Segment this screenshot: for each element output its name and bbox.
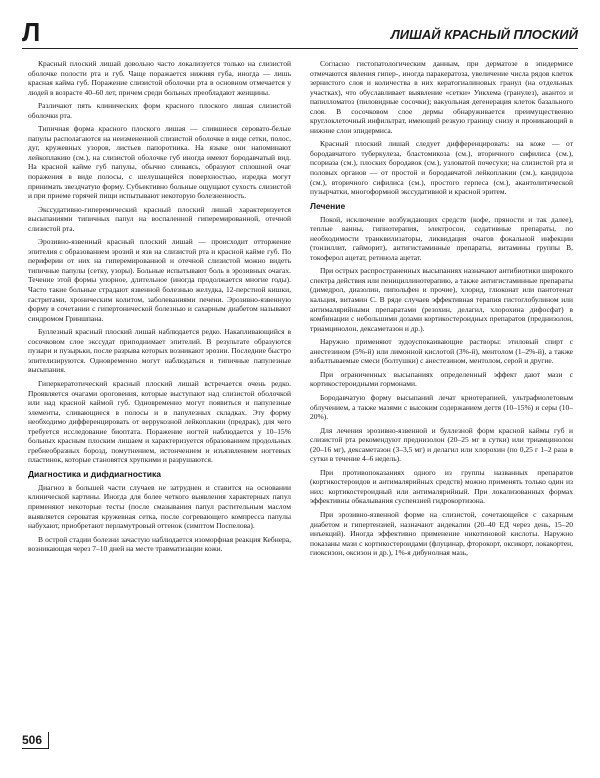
page-footer — [22, 732, 578, 750]
paragraph: Красный плоский лишай довольно часто локализуется только на слизистой оболочке полости рта и губ. Чаще поражается нижняя губа, иногда — лишь красная кайма губ. Поражение слизистой оболочки рта в основном отмечается у людей в возрасте 40–60 лет, причем среди больных преобладают женщины. — [28, 59, 291, 97]
paragraph: Эрозивно-язвенный красный плоский лишай — происходит отторжение эпителия с образованием эрозий и язв на слизистой рта и красной кайме губ. По периферии от них на гиперемированной и отечной слизистой можно видеть типичные папулы (сетку, узоры). Больные испытывают боль в эрозивных очагах. Течение этой формы упорное, длительное (иногда продолжается многие годы). Часто такие больные страдают язвенной болезнью желудка, 12-перстной кишки, гастритами, хроническим колитом, заболеваниями печени. Эрозивно-язвенную форму в сочетании с гипертонической болезнью и сахарным диабетом называют синдромом Гриншпана. — [28, 237, 291, 323]
paragraph: Наружно применяют зудоуспокаивающие растворы: этиловый спирт с анестезином (5%-й) или лимонной кислотой (3%-й), ментолом (1–2%-й), а также взбалтываемые смеси (болтушки) с анестезином, ментолом, серой и другие. — [310, 337, 573, 366]
paragraph: Гиперкератотический красный плоский лишай встречается очень редко. Проявляется очагами ороговения, которые выступают над слизистой оболочкой или над красной каймой губ. Одновременно могут появиться и папулезные элементы, сливающиеся в полосы и в папулезных складках. Эту форму необходимо дифференцировать от веррукозной лейкоплакии (предрак), для чего требуется исследование биоптата. Поражение ногтей наблюдается у 10–15% больных красным плоским лишаем и характеризуется образованием продольных гребнеобразных борозд, помутнением, истончением и изъязвлением ногтевых пластинок, которые становятся хрупкими и разрушаются. — [28, 378, 291, 465]
page-number: 506 — [22, 732, 49, 749]
paragraph: Экссудативно-гиперемический красный плоский лишай характеризуется высыпаниями типичных папул на воспаленной гиперемированной, отечной слизистой рта. — [28, 204, 291, 233]
section-letter: Л — [22, 17, 41, 47]
paragraph: В острой стадии болезни зачастую наблюдается изоморфная реакция Кебнера, возникающая через 7–10 дней на месте травматизации кожи. — [28, 534, 291, 554]
paragraph: Согласно гистопатологическим данным, при дерматозе в эпидермисе отмечаются явления гипер-, иногда паракератоза, увеличение числа рядов клеток зернистого слоя и количества в них кератогиалиновых гранул (на отдельных участках), что обуславливает выявление «сетки» Уикхема (гранулез), акантоз и папилломатоз (пиловидные сосочки); вакуольная дегенерация клеток базального слоя. В сосочковом слое дермы обнаруживается преимущественно круглоклеточный инфильтрат, имеющий резкую границу снизу и проникающий в нижние слои эпидермиса. — [310, 59, 573, 135]
running-title: ЛИШАЙ КРАСНЫЙ ПЛОСКИЙ — [390, 27, 578, 42]
paragraph: Типичная форма красного плоского лишая — слившиеся серовато-белые папулы располагаются на неизмененной слизистой оболочке в виде сетки, полос, дуг, кружевных узоров, листьев папоротника. На языке они напоминают лейкоплакию (см.), на слизистой оболочке губ иногда имеют бородавчатый вид. На красной кайме губ папулы, обычно сливаясь, образуют сплошной очаг поражения в виде полосы, с шелушащейся поверхностью, изредка могут принимать звездчатую форму. Субъективно больные ощущают сухость слизистой и при приеме горячей пищи испытывают некоторую болезненность. — [28, 124, 291, 201]
paragraph: Буллезный красный плоский лишай наблюдается редко. Накапливающийся в сосочковом слое экссудат приподнимает эпителий. В результате образуются пузыри и пузырьки, после разрыва которых возникают эрозии. Последние быстро эпителизируются. Одновременно могут наблюдаться и типичные папулезные высыпания. — [28, 327, 291, 375]
right-column — [310, 59, 573, 735]
running-header — [22, 17, 578, 49]
paragraph: При острых распространенных высыпаниях назначают антибиотики широкого спектра действия или пенициллинотерапию, а также антигистаминные препараты (димедрол, диазолин, пипольфен и прочие), хлорид, глюконат или пантотенат кальция, витамин С. В ряде случаев эффективная терапия гистоглобулином или антималярийными препаратами (резохин, делагил, хлорохина дифосфат) в комбинации с небольшими дозами кортикостероидных препаратов (преднизолон, триамцинолон, дексаметазон и др.). — [310, 266, 573, 333]
paragraph: Красный плоский лишай следует дифференцировать: на коже — от бородавчатого туберкулеза, бластомикоза (см.), вторичного сифилиса (см.), псориаза (см.), плоских бородавок (см.), узловатой почесухи; на слизистой рта и половых органов — от простой и бородавчатой лейкоплакии (см.), кандидоза (см.), вторичного сифилиса (см.), простого герпеса (см.), акантолитической пузырчатки, многоформной экссудативной и красной эритем. — [310, 139, 573, 197]
text-columns — [28, 59, 573, 735]
paragraph: При ограниченных высыпаниях определенный эффект дают мази с кортикостероидными гормонами. — [310, 369, 573, 389]
paragraph: Диагноз в большей части случаев не затруднен и ставится на основании клинической картины. Иногда для более четкого выявления характерных папул применяют некоторые тесты (после смазывания папул растительным маслом выявляется сероватая кружевная сетка, после согревающего компресса папулы набухают, приобретают перламутровый оттенок (симптом Поспелова). — [28, 482, 291, 531]
paragraph: Бородавчатую форму высыпаний лечат криотерапией, ультрафиолетовым облучением, а также мазями с высоким содержанием дегтя (10–15%) и серы (10–20%). — [310, 392, 573, 422]
left-column — [28, 59, 291, 735]
paragraph: При эрозивно-язвенной форме на слизистой, сочетающейся с сахарным диабетом и гипертензией, назначают андекалин (20–40 ЕД через день, 15–20 инъекций). Иногда эффективно применение никотиновой кислоты. Наружно показаны мази с кортикостероидами (флуцинар, фторокорт, оксикорт, локакортен, гиоксизон, оксизон и др.), 1%-я дибунолная мазь, — [310, 509, 573, 558]
paragraph: Различают пять клинических форм красного плоского лишая слизистой оболочки рта. — [28, 101, 291, 120]
paragraph: Покой, исключение возбуждающих средств (кофе, пряности и так далее), теплые ванны, гипнотерапия, электросон, седативные препараты, по необходимости транквилизаторы, ликвидация очагов фокальной инфекции (тонзиллит, гайморит), антигистаминные препараты, витамины группы В, токоферол ацетат, ретинола ацетат. — [310, 214, 573, 262]
section-heading: Диагностика и дифдиагностика — [28, 468, 161, 479]
paragraph: При противопоказаниях одного из группы названных препаратов (кортикостероидов и антималярийных средств) можно применять только один из них: кортикостероидный или антималярийный. При локализованных формах эффективны обкалывания суспензией гидрокортизона. — [310, 467, 573, 506]
section-heading: Лечение — [310, 200, 346, 211]
paragraph: Для лечения эрозивно-язвенной и буллезной форм красной каймы губ и слизистой рта рекомендуют преднизолон (20–25 мг в сутки) или триамцинолон (20–16 мг), дексаметазон (3–3,5 мг) и делагил или хлорохин (по 0,25 г 1–2 раза в сутки в течение 4–6 недель). — [310, 425, 573, 464]
